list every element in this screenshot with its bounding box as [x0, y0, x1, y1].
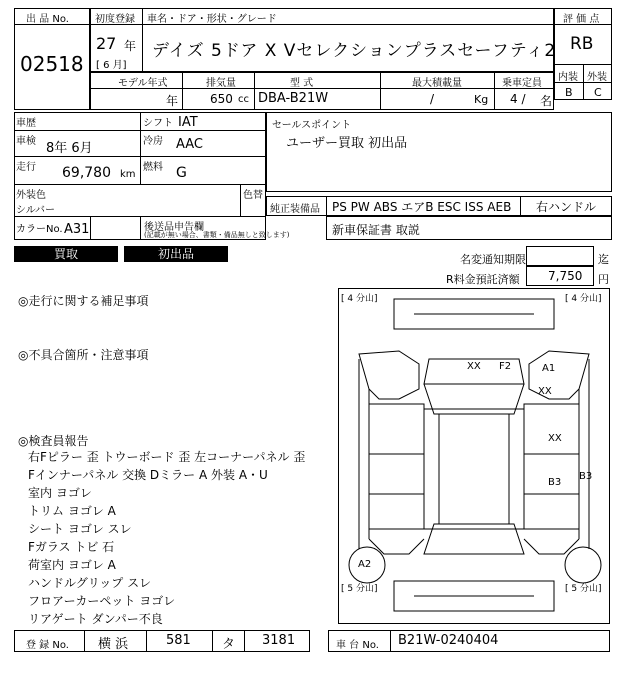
- tire-fl: [ 4 分山]: [341, 294, 378, 304]
- mark-xx-side: XX: [548, 433, 562, 444]
- color-change-label: 色替: [243, 190, 263, 201]
- mileage-label: 走行: [16, 162, 36, 173]
- lot-label: 出 品 No.: [26, 14, 69, 25]
- shift-value: IAT: [178, 115, 198, 130]
- inspector-line: 荷室内 ヨゴレ A: [28, 558, 116, 572]
- model-year-unit: 年: [166, 94, 179, 108]
- handle-value: 右ハンドル: [536, 200, 597, 214]
- exterior-label: 外装: [587, 72, 607, 83]
- inspector-line: リアゲート ダンパー不良: [28, 612, 163, 626]
- chassis-label: 車 台 No.: [336, 640, 379, 651]
- lot-number: 02518: [20, 52, 84, 76]
- capacity-label: 乗車定員: [502, 78, 542, 89]
- sales-point-value: ユーザー買取 初出品: [286, 136, 408, 151]
- chassis-value: B21W-0240404: [398, 633, 499, 648]
- docs-note: (記載が無い場合、書類・備品無しと致します): [144, 231, 290, 239]
- mark-xx-fender: XX: [538, 386, 552, 397]
- docs-value: 新車保証書 取説: [332, 223, 420, 237]
- tire-fr: [ 4 分山]: [565, 294, 602, 304]
- grade-value: RB: [570, 34, 594, 54]
- reg-number: 3181: [262, 633, 296, 648]
- badge-first-listing: 初出品: [124, 246, 228, 262]
- car-outline: [339, 289, 609, 623]
- color-no-label: カラーNo.: [16, 224, 63, 235]
- capacity-value: 4 /: [510, 92, 526, 106]
- docs-label: 後送品申告欄: [144, 222, 204, 233]
- inspector-title: ◎検査員報告: [18, 434, 89, 448]
- inspector-line: 室内 ヨゴレ: [28, 486, 92, 500]
- capacity-unit: 名: [540, 94, 553, 108]
- mileage-unit: km: [120, 169, 136, 180]
- inspector-line: フロアーカーペット ヨゴレ: [28, 594, 176, 608]
- fuel-value: G: [176, 165, 187, 181]
- inspector-line: Fガラス トビ 石: [28, 540, 115, 554]
- model-year-label: モデル年式: [118, 78, 168, 89]
- recycle-value: 7,750: [548, 269, 583, 283]
- badge-kaitori: 買取: [14, 246, 118, 262]
- inspector-line: 右Fピラー 歪 トウーボード 歪 左コーナーパネル 歪: [28, 450, 306, 464]
- displacement-value: 650: [210, 92, 233, 106]
- displacement-label: 排気量: [206, 78, 236, 89]
- name-label: 車名・ドア・形状・グレード: [147, 14, 277, 25]
- month-value: [ 6 月]: [96, 60, 127, 71]
- shift-label: シフト: [143, 118, 173, 129]
- history-label: 車歴: [16, 118, 36, 129]
- max-load-unit: Kg: [474, 93, 489, 106]
- reg-class: 581: [166, 633, 191, 648]
- interior-label: 内装: [558, 72, 578, 83]
- tire-rr: [ 5 分山]: [565, 584, 602, 594]
- model-label: 型 式: [290, 78, 314, 89]
- reg-label: 登 録 No.: [26, 640, 69, 651]
- driving-notes-title: ◎走行に関する補足事項: [18, 294, 149, 308]
- inspector-line: トリム ヨゴレ A: [28, 504, 116, 518]
- inspection-label: 車検: [16, 136, 36, 147]
- mark-a2: A2: [358, 559, 372, 570]
- max-load-label: 最大積載量: [412, 78, 462, 89]
- interior-value: B: [565, 86, 573, 99]
- exterior-value: C: [594, 86, 602, 99]
- mark-a1: A1: [542, 363, 556, 374]
- mark-xx-hood: XX: [467, 361, 481, 372]
- inspector-line: シート ヨゴレ スレ: [28, 522, 132, 536]
- ext-color-label: 外装色: [16, 190, 46, 201]
- grade-label: 評 価 点: [563, 14, 600, 25]
- car-diagram: [338, 288, 610, 624]
- inspector-line: ハンドルグリップ スレ: [28, 576, 152, 590]
- tire-rl: [ 5 分山]: [341, 584, 378, 594]
- ext-color-value: シルバー: [16, 205, 56, 216]
- year-value: 27: [96, 34, 117, 53]
- name-change-label: 名変通知期限: [460, 253, 526, 266]
- recycle-unit: 円: [598, 273, 609, 286]
- reg-area: 横 浜: [98, 637, 129, 652]
- equipment-label: 純正装備品: [270, 204, 320, 215]
- inspection-value: 8年 6月: [46, 141, 93, 156]
- reg-kana: タ: [222, 637, 236, 652]
- mark-b3-edge: B3: [579, 471, 593, 482]
- max-load-value: /: [430, 92, 435, 106]
- ac-value: AAC: [176, 137, 203, 152]
- color-no-value: A31: [64, 222, 90, 237]
- car-name: デイズ 5ドア X Vセレクションプラスセーフティ2: [152, 41, 557, 61]
- year-unit: 年: [124, 39, 137, 53]
- sales-point-label: セールスポイント: [272, 120, 352, 131]
- recycle-label: R料金預託済額: [446, 273, 520, 286]
- mark-b3-door: B3: [548, 477, 562, 488]
- mark-f2: F2: [499, 361, 512, 372]
- equipment-value: PS PW ABS エアB ESC ISS AEB: [332, 200, 512, 214]
- ac-label: 冷房: [143, 136, 163, 147]
- first-reg-label: 初度登録: [95, 14, 135, 25]
- displacement-unit: cc: [238, 94, 249, 105]
- mileage-value: 69,780: [62, 165, 111, 181]
- defects-title: ◎不具合箇所・注意事項: [18, 348, 149, 362]
- fuel-label: 燃料: [143, 162, 163, 173]
- inspector-line: Fインナーパネル 交換 Dミラー A 外装 A・U: [28, 468, 268, 482]
- model-value: DBA-B21W: [258, 91, 329, 106]
- name-change-field: [526, 246, 594, 266]
- name-change-unit: 迄: [598, 253, 609, 266]
